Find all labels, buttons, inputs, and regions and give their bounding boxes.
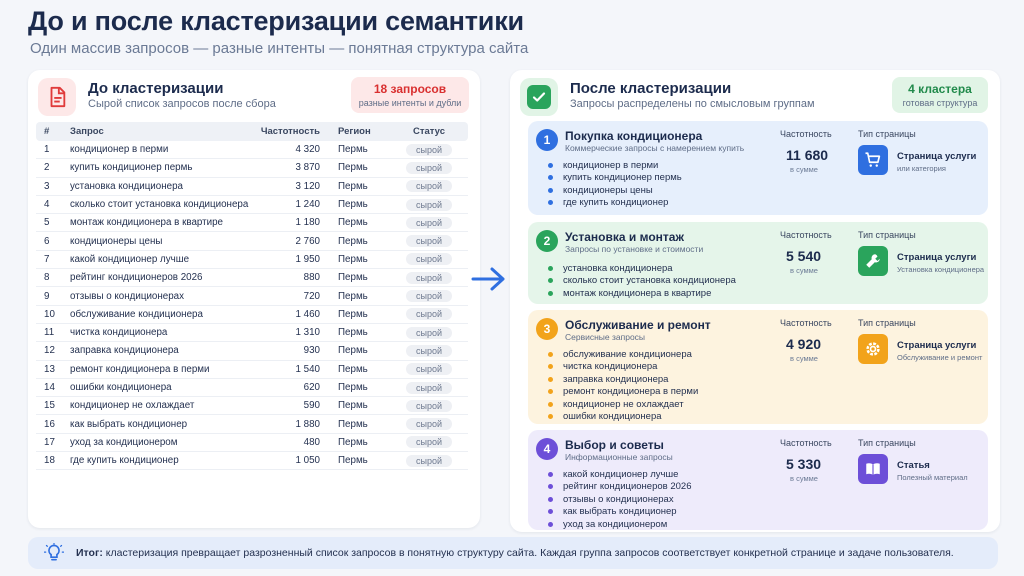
cluster-query-text: где купить кондиционер <box>563 197 669 209</box>
cluster-query <box>548 348 698 361</box>
cluster-query <box>548 373 698 386</box>
row-num: 16 <box>44 418 55 430</box>
cluster-title: Обслуживание и ремонт <box>565 318 711 332</box>
cluster-query <box>548 468 691 481</box>
table-row <box>36 306 468 324</box>
table-row <box>36 196 468 214</box>
status-badge: сырой <box>406 455 452 467</box>
col-num: # <box>44 126 50 137</box>
page-type-name: Страница услуги <box>897 252 977 263</box>
cluster-card <box>528 430 988 530</box>
row-num: 4 <box>44 199 50 211</box>
row-freq: 720 <box>303 290 320 302</box>
status-badge: сырой <box>406 400 452 412</box>
freq-label: Частотность <box>780 230 832 240</box>
status-badge: сырой <box>406 144 452 156</box>
table-row <box>36 232 468 250</box>
cluster-query-text: кондиционеры цены <box>563 184 653 196</box>
cluster-number: 1 <box>536 129 558 151</box>
bullet-dot <box>548 377 553 382</box>
status-badge: сырой <box>406 290 452 302</box>
row-region: Пермь <box>338 253 368 265</box>
table-row <box>36 452 468 470</box>
wrench-icon <box>858 246 888 276</box>
row-query: где купить кондиционер <box>70 455 179 467</box>
table-row <box>36 397 468 415</box>
row-status <box>390 436 468 448</box>
row-region: Пермь <box>338 308 368 320</box>
table-row <box>36 214 468 232</box>
after-subtitle: Запросы распределены по смысловым группам <box>570 98 815 110</box>
cluster-query-text: заправка кондиционера <box>563 373 669 385</box>
cluster-query <box>548 159 682 172</box>
status-badge: сырой <box>406 363 452 375</box>
row-region: Пермь <box>338 144 368 156</box>
row-region: Пермь <box>338 217 368 229</box>
table-row <box>36 415 468 433</box>
before-subtitle: Сырой список запросов после сбора <box>88 98 276 110</box>
status-badge: сырой <box>406 327 452 339</box>
row-query: уход за кондиционером <box>70 436 178 448</box>
row-status <box>390 308 468 320</box>
before-badge-main: 18 запросов <box>373 82 447 96</box>
cluster-query-text: обслуживание кондиционера <box>563 348 692 360</box>
cluster-query <box>548 361 698 374</box>
cluster-title: Покупка кондиционера <box>565 129 703 143</box>
row-num: 9 <box>44 290 50 302</box>
bullet-dot <box>548 509 553 514</box>
bullet-dot <box>548 472 553 477</box>
page-subtitle: Один массив запросов — разные интенты — понятная структура сайта <box>30 40 529 57</box>
freq-sum-label: в сумме <box>790 266 818 275</box>
row-region: Пермь <box>338 400 368 412</box>
bullet-dot <box>548 414 553 419</box>
row-query: кондиционер в перми <box>70 144 169 156</box>
table-row <box>36 251 468 269</box>
freq-total: 5 330 <box>786 456 822 472</box>
row-query: чистка кондиционера <box>70 327 168 339</box>
row-freq: 1 880 <box>295 418 320 430</box>
status-badge: сырой <box>406 418 452 430</box>
bullet-dot <box>548 484 553 489</box>
row-status <box>390 382 468 394</box>
row-freq: 1 240 <box>295 199 320 211</box>
cluster-query-text: кондиционер в перми <box>563 159 659 171</box>
row-query: кондиционеры цены <box>70 235 163 247</box>
cluster-card <box>528 121 988 215</box>
cluster-query-list <box>548 159 682 209</box>
cluster-query <box>548 197 682 210</box>
bullet-dot <box>548 364 553 369</box>
page-type-name: Статья <box>897 460 930 471</box>
before-title: До кластеризации <box>88 80 224 97</box>
row-num: 12 <box>44 345 55 357</box>
row-status <box>390 455 468 467</box>
bullet-dot <box>548 188 553 193</box>
cluster-card <box>528 222 988 304</box>
row-region: Пермь <box>338 455 368 467</box>
row-query: ошибки кондиционера <box>70 382 172 393</box>
page-type-sub: Полезный материал <box>897 473 968 482</box>
cluster-query-text: как выбрать кондиционер <box>563 506 677 518</box>
cluster-query-text: отзывы о кондиционерах <box>563 493 674 505</box>
cluster-query-text: установка кондиционера <box>563 262 673 274</box>
cluster-number: 3 <box>536 318 558 340</box>
row-status <box>390 180 468 192</box>
freq-total: 11 680 <box>786 147 829 163</box>
row-region: Пермь <box>338 290 368 302</box>
row-query: обслуживание кондиционера <box>70 308 203 320</box>
row-region: Пермь <box>338 162 368 174</box>
row-num: 15 <box>44 400 55 412</box>
after-badge <box>892 77 988 113</box>
row-region: Пермь <box>338 272 368 284</box>
row-query: отзывы о кондиционерах <box>70 290 185 302</box>
row-region: Пермь <box>338 363 368 375</box>
freq-total: 4 920 <box>786 336 822 352</box>
row-num: 14 <box>44 382 55 393</box>
cluster-query <box>548 287 736 300</box>
row-query: установка кондиционера <box>70 180 183 192</box>
page-type-sub: Обслуживание и ремонт <box>897 353 983 362</box>
bullet-dot <box>548 497 553 502</box>
status-badge: сырой <box>406 345 452 357</box>
row-region: Пермь <box>338 345 368 357</box>
page-type-name: Страница услуги <box>897 151 977 162</box>
cluster-subtitle: Запросы по установке и стоимости <box>565 244 704 254</box>
row-freq: 1 050 <box>295 455 320 467</box>
table-row <box>36 379 468 397</box>
row-region: Пермь <box>338 436 368 448</box>
summary-body: кластеризация превращает разрозненный список запросов в понятную структуру сайта. Каждая группа запросов соответствует конкретной странице и задаче пользователя. <box>105 547 954 559</box>
row-status <box>390 418 468 430</box>
row-num: 8 <box>44 272 50 284</box>
freq-label: Частотность <box>780 318 832 328</box>
row-query: ремонт кондиционера в перми <box>70 363 210 375</box>
status-badge: сырой <box>406 235 452 247</box>
page-type-label: Тип страницы <box>858 318 916 328</box>
before-panel <box>28 70 480 528</box>
before-badge-sub: разные интенты и дубли <box>358 98 462 108</box>
bullet-dot <box>548 402 553 407</box>
page-type-label: Тип страницы <box>858 230 916 240</box>
table-row <box>36 141 468 159</box>
row-region: Пермь <box>338 199 368 211</box>
row-status <box>390 235 468 247</box>
table-header <box>36 122 468 141</box>
cluster-query-text: чистка кондиционера <box>563 361 658 373</box>
row-query: заправка кондиционера <box>70 345 179 357</box>
row-freq: 1 950 <box>295 253 320 265</box>
row-status <box>390 199 468 211</box>
row-num: 10 <box>44 308 55 320</box>
row-status <box>390 345 468 357</box>
cluster-card <box>528 310 988 424</box>
table-body <box>36 141 468 470</box>
page-type-name: Страница услуги <box>897 340 977 351</box>
bullet-dot <box>548 175 553 180</box>
table-row <box>36 434 468 452</box>
before-badge <box>351 77 469 113</box>
row-freq: 880 <box>303 272 320 284</box>
cluster-query <box>548 518 691 531</box>
row-freq: 2 760 <box>295 235 320 247</box>
summary-lead: Итог: <box>76 547 103 559</box>
row-region: Пермь <box>338 180 368 192</box>
cluster-query-list <box>548 468 691 531</box>
cluster-query <box>548 506 691 519</box>
row-freq: 620 <box>303 382 320 393</box>
cluster-query <box>548 275 736 288</box>
cluster-query-text: рейтинг кондиционеров 2026 <box>563 481 692 493</box>
freq-label: Частотность <box>780 129 832 139</box>
cluster-query <box>548 411 698 424</box>
row-query: купить кондиционер пермь <box>70 162 193 174</box>
row-num: 1 <box>44 144 50 156</box>
cart-icon <box>858 145 888 175</box>
cluster-query-text: ошибки кондиционера <box>563 411 662 423</box>
bullet-dot <box>548 352 553 357</box>
row-freq: 3 870 <box>295 162 320 174</box>
table-row <box>36 361 468 379</box>
row-status <box>390 144 468 156</box>
freq-label: Частотность <box>780 438 832 448</box>
cluster-query-text: монтаж кондиционера в квартире <box>563 287 712 299</box>
table-row <box>36 178 468 196</box>
row-freq: 1 180 <box>295 217 320 229</box>
freq-sum-label: в сумме <box>790 354 818 363</box>
cluster-number: 2 <box>536 230 558 252</box>
status-badge: сырой <box>406 272 452 284</box>
row-query: рейтинг кондиционеров 2026 <box>70 272 203 284</box>
cluster-query-text: уход за кондиционером <box>563 518 668 530</box>
bullet-dot <box>548 200 553 205</box>
row-num: 3 <box>44 180 50 192</box>
cluster-query <box>548 386 698 399</box>
row-freq: 480 <box>303 436 320 448</box>
status-badge: сырой <box>406 162 452 174</box>
bullet-dot <box>548 278 553 283</box>
table-row <box>36 324 468 342</box>
cluster-subtitle: Сервисные запросы <box>565 332 646 342</box>
row-region: Пермь <box>338 327 368 339</box>
status-badge: сырой <box>406 308 452 320</box>
document-icon <box>38 78 76 116</box>
after-panel <box>510 70 1000 532</box>
row-num: 5 <box>44 217 50 229</box>
row-query: как выбрать кондиционер <box>70 418 188 430</box>
table-row <box>36 287 468 305</box>
row-region: Пермь <box>338 382 368 393</box>
query-table <box>36 122 468 470</box>
check-icon <box>520 78 558 116</box>
gear-icon <box>858 334 888 364</box>
cluster-query-text: какой кондиционер лучше <box>563 468 679 480</box>
freq-sum-label: в сумме <box>790 165 818 174</box>
row-region: Пермь <box>338 235 368 247</box>
cluster-query <box>548 481 691 494</box>
bullet-dot <box>548 291 553 296</box>
cluster-query <box>548 398 698 411</box>
after-title: После кластеризации <box>570 80 732 97</box>
page-type-label: Тип страницы <box>858 438 916 448</box>
table-row <box>36 269 468 287</box>
row-num: 7 <box>44 253 50 265</box>
cluster-query-text: сколько стоит установка кондиционера <box>563 275 736 287</box>
row-status <box>390 217 468 229</box>
row-status <box>390 363 468 375</box>
row-num: 11 <box>44 327 55 339</box>
summary-text <box>76 547 954 559</box>
col-status: Статус <box>412 126 446 137</box>
cluster-subtitle: Коммерческие запросы с намерением купить <box>565 143 745 153</box>
page-title: До и после кластеризации семантики <box>28 6 524 36</box>
cluster-query <box>548 493 691 506</box>
status-badge: сырой <box>406 382 452 394</box>
cluster-title: Установка и монтаж <box>565 230 684 244</box>
cluster-query <box>548 184 682 197</box>
book-icon <box>858 454 888 484</box>
row-num: 2 <box>44 162 50 174</box>
col-freq: Частотность <box>260 126 320 137</box>
row-status <box>390 400 468 412</box>
freq-total: 5 540 <box>786 248 822 264</box>
cluster-query-list <box>548 262 736 300</box>
status-badge: сырой <box>406 436 452 448</box>
row-freq: 1 540 <box>295 363 320 375</box>
row-freq: 1 460 <box>295 308 320 320</box>
arrow-right-icon <box>470 264 508 299</box>
after-badge-sub: готовая структура <box>902 98 978 108</box>
row-num: 17 <box>44 436 55 448</box>
row-query: монтаж кондиционера в квартире <box>70 217 223 229</box>
summary-bar <box>28 537 998 569</box>
cluster-subtitle: Информационные запросы <box>565 452 673 462</box>
row-num: 6 <box>44 235 50 247</box>
cluster-query-text: ремонт кондиционера в перми <box>563 386 699 398</box>
row-query: сколько стоит установка кондиционера <box>70 199 249 211</box>
row-num: 18 <box>44 455 55 467</box>
row-status <box>390 290 468 302</box>
page-type-sub: Установка кондиционера <box>897 265 985 274</box>
row-status <box>390 162 468 174</box>
table-row <box>36 159 468 177</box>
bullet-dot <box>548 266 553 271</box>
lightbulb-icon <box>44 543 64 563</box>
cluster-title: Выбор и советы <box>565 438 664 452</box>
status-badge: сырой <box>406 217 452 229</box>
cluster-query-text: купить кондиционер пермь <box>563 172 682 184</box>
table-row <box>36 342 468 360</box>
row-status <box>390 253 468 265</box>
status-badge: сырой <box>406 199 452 211</box>
row-freq: 590 <box>303 400 320 412</box>
row-status <box>390 327 468 339</box>
row-query: какой кондиционер лучше <box>70 253 190 265</box>
row-num: 13 <box>44 363 55 375</box>
row-region: Пермь <box>338 418 368 430</box>
col-region: Регион <box>338 126 371 137</box>
cluster-query-list <box>548 348 698 423</box>
row-status <box>390 272 468 284</box>
bullet-dot <box>548 522 553 527</box>
page-type-label: Тип страницы <box>858 129 916 139</box>
row-freq: 4 320 <box>295 144 320 156</box>
cluster-number: 4 <box>536 438 558 460</box>
page-type-sub: или категория <box>897 164 946 173</box>
col-query: Запрос <box>70 126 104 137</box>
status-badge: сырой <box>406 253 452 265</box>
cluster-query <box>548 262 736 275</box>
freq-sum-label: в сумме <box>790 474 818 483</box>
after-badge-main: 4 кластера <box>908 82 972 96</box>
cluster-query <box>548 172 682 185</box>
bullet-dot <box>548 389 553 394</box>
cluster-query-text: кондиционер не охлаждает <box>563 398 684 410</box>
row-query: кондиционер не охлаждает <box>70 400 195 412</box>
row-freq: 1 310 <box>295 327 320 339</box>
status-badge: сырой <box>406 180 452 192</box>
bullet-dot <box>548 163 553 168</box>
row-freq: 930 <box>303 345 320 357</box>
row-freq: 3 120 <box>295 180 320 192</box>
